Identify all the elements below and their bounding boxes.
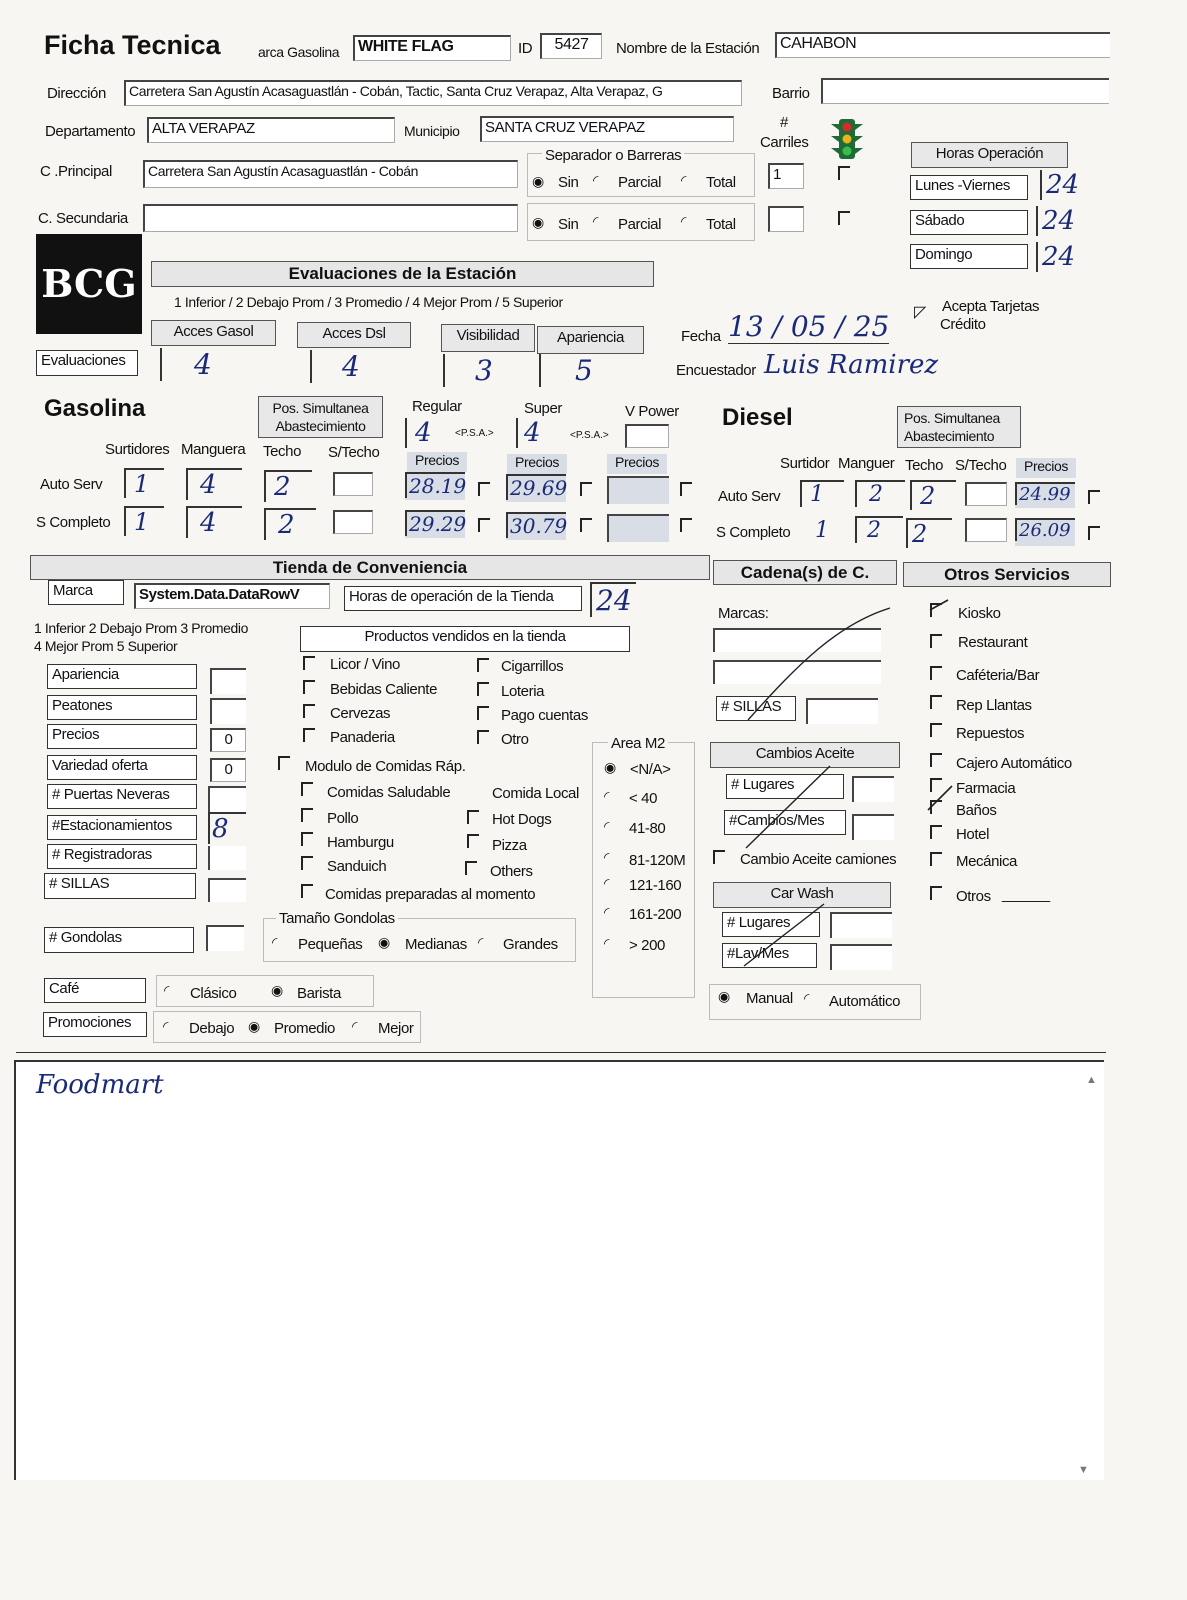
id-field[interactable]: 5427	[540, 33, 602, 59]
prod-cervezas-label: Cervezas	[330, 705, 391, 722]
fecha-value[interactable]: 13 / 05 / 25	[728, 310, 890, 343]
comida-pizza-label: Pizza	[492, 837, 527, 854]
cambios-strikethrough-line	[740, 762, 840, 852]
cprincipal-field[interactable]: Carretera San Agustín Acasaguastlán - Cobán	[143, 160, 518, 188]
sep-row2-parcial-label: Parcial	[618, 216, 662, 233]
csecundaria-field[interactable]	[143, 204, 518, 232]
svc-cafeteria-label: Caféteria/Bar	[956, 667, 1040, 684]
diesel-title: Diesel	[722, 404, 793, 431]
gas-sc-super-checkbox[interactable]	[580, 518, 592, 532]
checkmarks-icon	[924, 596, 984, 816]
sep-row1-sin-label: Sin	[558, 174, 579, 191]
vpower-label: V Power	[625, 403, 679, 420]
gas-auto-manguera[interactable]: 4	[186, 468, 242, 500]
acces-dsl-label: Acces Dsl	[297, 322, 411, 348]
area-41-80-radio[interactable]: ◜	[604, 818, 610, 834]
cw-automatico-radio[interactable]: ◜	[804, 990, 810, 1006]
carriles-checkbox-1[interactable]	[838, 166, 850, 180]
cambio-camiones-checkbox[interactable]	[713, 850, 725, 864]
regular-psa-value[interactable]: 4	[405, 418, 451, 448]
prod-bebidas-checkbox[interactable]	[303, 680, 315, 694]
svc-mecanica-checkbox[interactable]	[930, 852, 942, 866]
lunes-viernes-value[interactable]: 24	[1040, 170, 1079, 200]
svc-otros-checkbox[interactable]	[930, 886, 942, 900]
surtidores-label: Surtidores	[105, 441, 170, 458]
comida-hotdogs-label: Hot Dogs	[492, 811, 552, 828]
bcg-logo	[36, 234, 142, 334]
promo-promedio-radio[interactable]: ◉	[248, 1018, 261, 1034]
area-121-160-radio[interactable]: ◜	[604, 875, 610, 891]
gondola-grandes-label: Grandes	[503, 936, 558, 953]
cw-lugares-field[interactable]	[830, 912, 892, 938]
cafe-barista-radio[interactable]: ◉	[271, 982, 284, 998]
sep-row1-sin-radio[interactable]: ◉	[532, 173, 545, 189]
psa-label-1: <P.S.A.>	[455, 428, 494, 439]
svc-llantas-label: Rep Llantas	[956, 697, 1032, 714]
cw-lugares-label: # Lugares	[722, 912, 820, 937]
traffic-light-icon	[828, 118, 866, 160]
promo-debajo-label: Debajo	[189, 1020, 235, 1037]
direccion-field[interactable]: Carretera San Agustín Acasaguastlán - Cobán, Tactic, Santa Cruz Verapaz, Alta Verapaz, G	[124, 80, 742, 106]
area-81-120-label: 81-120M	[629, 852, 686, 869]
comida-hamburgu-checkbox[interactable]	[301, 832, 313, 846]
productos-header: Productos vendidos en la tienda	[300, 626, 630, 652]
diesel-auto-manguer[interactable]: 2	[855, 480, 905, 507]
metric-puertas-value[interactable]	[208, 786, 246, 812]
sabado-label: Sábado	[910, 210, 1028, 235]
modulo-comidas-checkbox[interactable]	[278, 756, 290, 770]
prod-licor-label: Licor / Vino	[330, 656, 400, 673]
carriles-checkbox-2[interactable]	[838, 211, 850, 225]
municipio-field[interactable]: SANTA CRUZ VERAPAZ	[480, 116, 734, 142]
departamento-label: Departamento	[45, 123, 136, 140]
evaluaciones-scale: 1 Inferior / 2 Debajo Prom / 3 Promedio / 4 Mejor Prom / 5 Superior	[174, 294, 563, 310]
stecho-label: S/Techo	[328, 444, 380, 461]
cw-automatico-label: Automático	[829, 993, 901, 1010]
gas-precios-super-label: Precios	[507, 454, 567, 474]
diesel-auto-precio[interactable]: 24.99	[1015, 482, 1075, 505]
promo-promedio-label: Promedio	[274, 1020, 335, 1037]
metric-estacionamientos-value[interactable]: 8	[208, 812, 246, 844]
gas-precios-regular-label: Precios	[407, 452, 467, 472]
gas-auto-stecho[interactable]	[333, 472, 373, 496]
area-161-200-radio[interactable]: ◜	[604, 904, 610, 920]
gas-s-completo-label: S Completo	[36, 514, 111, 531]
metric-gondolas-value[interactable]	[206, 925, 244, 951]
station-field[interactable]: CAHABON	[775, 32, 1110, 58]
tienda-scale-2: 4 Mejor Prom 5 Superior	[34, 638, 178, 654]
area-gt200-radio[interactable]: ◜	[604, 935, 610, 951]
svc-otros-blank: ______	[1002, 886, 1050, 903]
sep-row2-total-label: Total	[706, 216, 736, 233]
cw-manual-radio[interactable]: ◉	[718, 988, 731, 1004]
svc-hotel-label: Hotel	[956, 826, 990, 843]
gas-sc-manguera[interactable]: 4	[186, 506, 242, 538]
comida-saludable-checkbox[interactable]	[301, 782, 313, 796]
prod-otro-label: Otro	[501, 731, 529, 748]
csecundaria-label: C. Secundaria	[38, 210, 128, 227]
cafe-label: Café	[44, 978, 146, 1003]
sep-row2-sin-label: Sin	[558, 216, 579, 233]
svc-restaurant-label: Restaurant	[958, 634, 1028, 651]
area-41-80-label: 41-80	[629, 820, 666, 837]
svc-banos-label: Baños	[956, 802, 997, 819]
barrio-field[interactable]	[821, 78, 1109, 104]
area-gt200-label: > 200	[629, 937, 665, 954]
comida-others-checkbox[interactable]	[465, 861, 477, 875]
gas-sc-surtidores[interactable]: 1	[124, 506, 164, 536]
diesel-precios-label: Precios	[1016, 458, 1076, 478]
domingo-label: Domingo	[910, 244, 1028, 269]
svc-otros-label: Otros	[956, 888, 991, 905]
apariencia-value[interactable]: 5	[539, 354, 655, 387]
cw-manual-label: Manual	[746, 990, 793, 1007]
metric-gondolas-label: # Gondolas	[44, 927, 194, 953]
svc-kiosko-label: Kiosko	[958, 605, 1001, 622]
comida-sanduich-checkbox[interactable]	[301, 856, 313, 870]
gondola-medianas-label: Medianas	[405, 936, 467, 953]
prod-pago-label: Pago cuentas	[501, 707, 588, 724]
evaluaciones-label: Evaluaciones	[36, 350, 138, 376]
diesel-surtidor-label: Surtidor	[780, 455, 830, 472]
comida-pollo-label: Pollo	[327, 810, 359, 827]
area-lt40-label: < 40	[629, 790, 658, 807]
prod-panaderia-checkbox[interactable]	[303, 728, 315, 742]
comida-saludable-label: Comidas Saludable	[327, 784, 451, 801]
horas-operacion-header: Horas Operación	[911, 142, 1068, 168]
svc-mecanica-label: Mecánica	[956, 853, 1017, 870]
comida-others-label: Others	[490, 863, 533, 880]
acces-gasol-label: Acces Gasol	[151, 320, 276, 346]
ca-cambios-mes-field[interactable]	[852, 814, 894, 840]
ca-lugares-field[interactable]	[852, 776, 894, 802]
diesel-auto-serv-label: Auto Serv	[718, 488, 781, 505]
gas-pos-sim-label: Pos. Simultanea Abastecimiento	[258, 396, 383, 438]
car-wash-header: Car Wash	[713, 882, 891, 908]
notes-textarea[interactable]	[14, 1060, 1104, 1480]
cadena-sillas-label: # SILLAS	[716, 696, 796, 721]
gondola-pequenas-radio[interactable]: ◜	[272, 934, 278, 950]
apariencia-label: Apariencia	[537, 326, 644, 354]
sabado-value[interactable]: 24	[1036, 206, 1075, 236]
comida-hamburgu-label: Hamburgu	[327, 834, 394, 851]
evaluaciones-header: Evaluaciones de la Estación	[151, 261, 654, 287]
area-lt40-radio[interactable]: ◜	[604, 788, 610, 804]
gondolas-title: Tamaño Gondolas	[276, 910, 398, 927]
cambios-aceite-header: Cambios Aceite	[710, 742, 900, 768]
gas-auto-super-checkbox[interactable]	[580, 482, 592, 496]
gas-sc-vpower-checkbox[interactable]	[680, 518, 692, 532]
separador-title: Separador o Barreras	[542, 147, 684, 164]
cafe-barista-label: Barista	[297, 985, 341, 1002]
lunes-viernes-label: Lunes -Viernes	[910, 175, 1028, 200]
diesel-pos-sim-label: Pos. Simultanea Abastecimiento	[897, 406, 1021, 448]
cafe-clasico-radio[interactable]: ◜	[164, 982, 170, 998]
brand-label: arca Gasolina	[258, 44, 340, 60]
visibilidad-label: Visibilidad	[441, 324, 535, 352]
comida-preparadas-label: Comidas preparadas al momento	[325, 886, 536, 903]
metric-variedad-value[interactable]: 0	[210, 758, 246, 782]
metric-registradoras-value[interactable]	[208, 846, 246, 870]
cw-lav-field[interactable]	[830, 944, 892, 970]
otros-servicios-header: Otros Servicios	[903, 562, 1111, 587]
metric-peatones-label: Peatones	[47, 695, 197, 720]
area-161-200-label: 161-200	[629, 906, 682, 923]
diesel-auto-surtidor[interactable]: 1	[800, 480, 844, 507]
metric-registradoras-label: # Registradoras	[47, 844, 197, 869]
regular-label: Regular	[412, 398, 462, 415]
bcg-logo-text: BCG	[41, 261, 137, 306]
vpower-psa-field[interactable]	[625, 424, 669, 448]
marcas-strikethrough-line	[718, 604, 898, 724]
gas-sc-regular-checkbox[interactable]	[478, 518, 490, 532]
carwash-strikethrough-line	[740, 900, 830, 970]
svc-farmacia-label: Farmacia	[956, 780, 1016, 797]
scroll-up-arrow-icon[interactable]: ▲	[1086, 1074, 1097, 1086]
prod-panaderia-label: Panaderia	[330, 729, 395, 746]
prod-loteria-checkbox[interactable]	[477, 682, 489, 696]
notes-top-rule	[16, 1052, 1106, 1053]
municipio-label: Municipio	[404, 123, 460, 139]
cafe-clasico-label: Clásico	[190, 985, 237, 1002]
comida-preparadas-checkbox[interactable]	[301, 884, 313, 898]
promociones-label: Promociones	[43, 1012, 147, 1037]
ca-cambios-mes-label: #Cambios/Mes	[724, 810, 846, 835]
gas-auto-techo[interactable]: 2	[264, 470, 312, 502]
modulo-comidas-label: Modulo de Comidas Ráp.	[305, 758, 466, 775]
metric-apariencia-value[interactable]	[210, 668, 246, 694]
comida-pizza-checkbox[interactable]	[467, 834, 479, 848]
prod-cigarrillos-checkbox[interactable]	[477, 658, 489, 672]
acces-gasol-value[interactable]: 4	[160, 348, 284, 381]
diesel-sc-stecho[interactable]	[965, 518, 1007, 542]
carriles-hash: #	[780, 114, 788, 131]
metric-peatones-value[interactable]	[210, 698, 246, 724]
carriles-field-1[interactable]: 1	[768, 163, 804, 189]
area-group	[592, 742, 695, 998]
tienda-marca-field[interactable]: System.Data.DataRowV	[134, 583, 330, 609]
metric-apariencia-label: Apariencia	[47, 664, 197, 689]
prod-cervezas-checkbox[interactable]	[303, 704, 315, 718]
prod-bebidas-label: Bebidas Caliente	[330, 681, 438, 698]
gas-sc-regular-precio[interactable]: 29.29	[405, 510, 465, 536]
ca-lugares-label: # Lugares	[726, 774, 844, 799]
metric-sillas-label: # SILLAS	[44, 873, 196, 899]
techo-label: Techo	[263, 443, 302, 460]
tienda-marca-label: Marca	[48, 580, 124, 605]
station-label: Nombre de la Estación	[616, 40, 760, 57]
gondola-pequenas-label: Pequeñas	[298, 936, 363, 953]
departamento-field[interactable]: ALTA VERAPAZ	[147, 117, 395, 143]
gondola-medianas-radio[interactable]: ◉	[378, 934, 391, 950]
visibilidad-value[interactable]: 3	[443, 354, 555, 387]
psa-label-2: <P.S.A.>	[570, 430, 609, 441]
scroll-down-arrow-icon[interactable]: ▼	[1078, 1464, 1089, 1476]
prod-otro-checkbox[interactable]	[477, 730, 489, 744]
metric-variedad-label: Variedad oferta	[47, 755, 197, 780]
gas-auto-serv-label: Auto Serv	[40, 476, 103, 493]
diesel-sc-surtidor[interactable]: 1	[815, 518, 829, 543]
form-title: Ficha Tecnica	[44, 30, 221, 60]
gas-auto-vpower-precio[interactable]	[607, 476, 669, 504]
manguera-label: Manguera	[181, 441, 246, 458]
gas-auto-regular-checkbox[interactable]	[478, 482, 490, 496]
gas-auto-surtidores[interactable]: 1	[124, 468, 164, 498]
cafe-group	[156, 975, 374, 1007]
encuestador-label: Encuestador	[676, 362, 756, 379]
barrio-label: Barrio	[772, 85, 810, 102]
diesel-sc-manguer[interactable]: 2	[855, 516, 903, 543]
cprincipal-label: C .Principal	[40, 163, 112, 180]
metric-sillas-value[interactable]	[208, 878, 246, 902]
sep-row1-total-radio[interactable]: ◜	[681, 172, 687, 188]
diesel-sc-techo[interactable]: 2	[906, 518, 952, 548]
id-label: ID	[518, 40, 533, 57]
area-na-label: <N/A>	[630, 761, 671, 778]
metric-precios-label: Precios	[47, 724, 197, 749]
diesel-sc-checkbox[interactable]	[1088, 526, 1100, 540]
sep-row1-parcial-label: Parcial	[618, 174, 662, 191]
svc-hotel-checkbox[interactable]	[930, 825, 942, 839]
diesel-auto-checkbox[interactable]	[1088, 490, 1100, 504]
area-na-radio[interactable]: ◉	[604, 759, 617, 775]
gas-auto-vpower-checkbox[interactable]	[680, 482, 692, 496]
gas-sc-stecho[interactable]	[333, 510, 373, 534]
gas-sc-vpower-precio[interactable]	[607, 514, 669, 542]
promo-mejor-radio[interactable]: ◜	[352, 1018, 358, 1034]
promo-mejor-label: Mejor	[378, 1020, 414, 1037]
diesel-auto-stecho[interactable]	[965, 482, 1007, 506]
area-121-160-label: 121-160	[629, 877, 682, 894]
diesel-s-completo-label: S Completo	[716, 524, 791, 541]
acepta-tarjetas-checkbox[interactable]: ◸	[914, 304, 927, 321]
gas-auto-regular-precio[interactable]: 28.19	[405, 472, 465, 498]
cadena-header: Cadena(s) de C.	[713, 560, 897, 585]
comida-local-label: Comida Local	[492, 785, 579, 802]
sep-row2-sin-radio[interactable]: ◉	[532, 214, 545, 230]
diesel-manguer-label: Manguer	[838, 455, 895, 472]
tienda-scale-1: 1 Inferior 2 Debajo Prom 3 Promedio	[34, 620, 248, 636]
gasolina-title: Gasolina	[44, 395, 146, 422]
prod-licor-checkbox[interactable]	[303, 656, 315, 670]
sep-row1-parcial-radio[interactable]: ◜	[593, 172, 599, 188]
area-81-120-radio[interactable]: ◜	[604, 849, 610, 865]
super-label: Super	[524, 400, 563, 417]
cambio-camiones-label: Cambio Aceite camiones	[740, 851, 897, 868]
brand-field[interactable]: WHITE FLAG	[353, 35, 511, 61]
prod-cigarrillos-label: Cigarrillos	[501, 658, 564, 675]
svc-cajero-label: Cajero Automático	[956, 755, 1072, 772]
comida-pollo-checkbox[interactable]	[301, 808, 313, 822]
sep-row1-total-label: Total	[706, 174, 736, 191]
comida-sanduich-label: Sanduich	[327, 858, 387, 875]
diesel-techo-label: Techo	[905, 457, 944, 474]
tienda-horas-label: Horas de operación de la Tienda	[344, 586, 582, 611]
super-psa-value[interactable]: 4	[516, 418, 560, 448]
credito-label: Crédito	[940, 316, 986, 333]
cw-lav-label: #Lav/Mes	[722, 943, 817, 968]
diesel-auto-techo[interactable]: 2	[910, 480, 956, 510]
gas-precios-vpower-label: Precios	[607, 454, 667, 474]
sep-row2-total-radio[interactable]: ◜	[681, 213, 687, 229]
gas-auto-super-precio[interactable]: 29.69	[506, 474, 566, 500]
marcas-label: Marcas:	[718, 605, 769, 622]
gas-sc-techo[interactable]: 2	[264, 508, 316, 540]
acepta-tarjetas-label: Acepta Tarjetas	[942, 298, 1040, 315]
notes-text: Foodmart	[36, 1070, 164, 1100]
carriles-label: Carriles	[760, 134, 809, 151]
fecha-label: Fecha	[681, 328, 721, 345]
metric-puertas-label: # Puertas Neveras	[47, 784, 197, 809]
domingo-value[interactable]: 24	[1036, 242, 1075, 272]
promo-debajo-radio[interactable]: ◜	[163, 1018, 169, 1034]
svc-repuestos-label: Repuestos	[956, 725, 1025, 742]
prod-pago-checkbox[interactable]	[477, 706, 489, 720]
metric-estacionamientos-label: #Estacionamientos	[47, 815, 197, 840]
metric-precios-value[interactable]: 0	[210, 728, 246, 752]
comida-hotdogs-checkbox[interactable]	[467, 810, 479, 824]
direccion-label: Dirección	[47, 85, 106, 102]
diesel-sc-precio[interactable]: 26.09	[1015, 518, 1075, 541]
prod-loteria-label: Loteria	[501, 683, 545, 700]
diesel-stecho-label: S/Techo	[955, 457, 1007, 474]
acces-dsl-value[interactable]: 4	[310, 350, 422, 383]
area-title: Area M2	[608, 735, 668, 752]
gas-sc-super-precio[interactable]: 30.79	[506, 512, 566, 538]
tienda-header: Tienda de Conveniencia	[30, 555, 710, 580]
gondola-grandes-radio[interactable]: ◜	[478, 934, 484, 950]
sep-row2-parcial-radio[interactable]: ◜	[593, 213, 599, 229]
carriles-field-2[interactable]	[768, 206, 804, 232]
tienda-horas-value[interactable]: 24	[590, 582, 636, 617]
encuestador-value[interactable]: Luis Ramirez	[764, 350, 939, 380]
